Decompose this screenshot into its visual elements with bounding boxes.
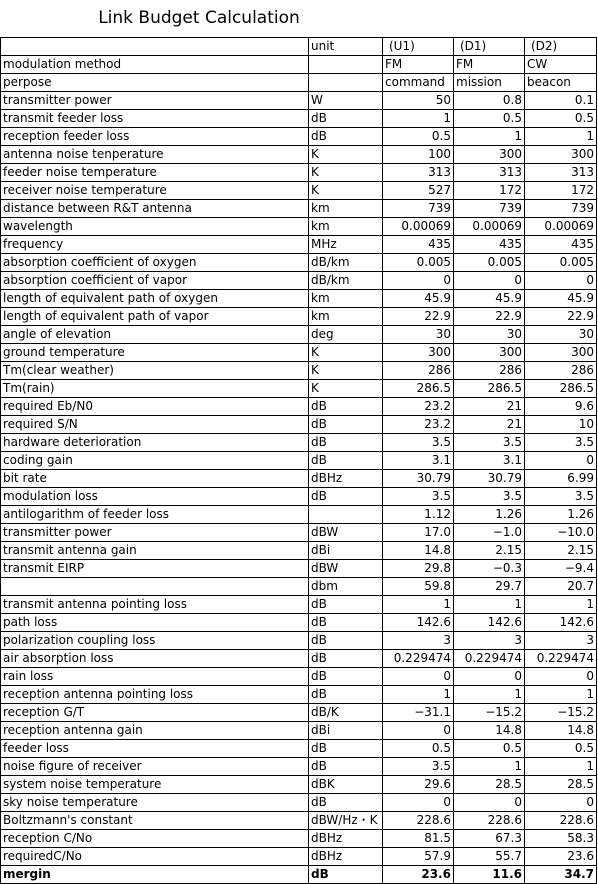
table-row (1, 470, 597, 488)
row-value-cell[interactable]: 313 (383, 164, 454, 182)
row-value-cell[interactable]: FM (383, 56, 454, 74)
row-value-cell[interactable]: 14.8 (525, 722, 597, 740)
row-value-cell[interactable]: 9.6 (525, 398, 597, 416)
row-label-cell[interactable]: requiredC/No (1, 848, 309, 866)
row-value-cell[interactable]: 0.229474 (383, 650, 454, 668)
row-value-cell[interactable]: 1 (454, 128, 525, 146)
row-unit-cell[interactable]: dB (309, 452, 383, 470)
row-unit-cell[interactable]: MHz (309, 236, 383, 254)
row-value-cell[interactable]: 23.6 (525, 848, 597, 866)
table-row (1, 254, 597, 272)
row-value-cell[interactable]: CW (525, 56, 597, 74)
row-value-cell[interactable]: 1 (525, 596, 597, 614)
row-label-cell[interactable]: sky noise temperature (1, 794, 309, 812)
row-label-cell[interactable]: Boltzmann's constant (1, 812, 309, 830)
table-row (1, 632, 597, 650)
sheet-title-cell[interactable] (0, 0, 598, 36)
table-row (1, 542, 597, 560)
table-row (1, 344, 597, 362)
row-unit-cell[interactable]: K (309, 380, 383, 398)
row-value-cell[interactable]: −1.0 (454, 524, 525, 542)
row-value-cell[interactable]: 286 (383, 362, 454, 380)
row-unit-cell[interactable]: K (309, 164, 383, 182)
row-value-cell[interactable]: 58.3 (525, 830, 597, 848)
table-row (1, 596, 597, 614)
row-value-cell[interactable]: 0.5 (383, 740, 454, 758)
row-value-cell[interactable]: 1 (383, 686, 454, 704)
table-row (1, 434, 597, 452)
row-label-cell[interactable]: Tm(clear weather) (1, 362, 309, 380)
row-value-cell[interactable]: 300 (383, 344, 454, 362)
row-unit-cell[interactable] (309, 506, 383, 524)
row-unit-cell[interactable]: W (309, 92, 383, 110)
row-value-cell[interactable]: 0 (525, 452, 597, 470)
row-unit-cell[interactable]: dbm (309, 578, 383, 596)
row-value-cell[interactable]: 0.229474 (525, 650, 597, 668)
row-value-cell[interactable]: 22.9 (383, 308, 454, 326)
row-label-cell[interactable]: modulation method (1, 56, 309, 74)
row-value-cell[interactable]: 739 (454, 200, 525, 218)
row-unit-cell[interactable]: dBW (309, 524, 383, 542)
table-row (1, 182, 597, 200)
row-value-cell[interactable]: 0 (454, 668, 525, 686)
row-value-cell[interactable]: 30 (525, 326, 597, 344)
table-row (1, 290, 597, 308)
row-value-cell[interactable]: 0.005 (383, 254, 454, 272)
row-value-cell[interactable]: −31.1 (383, 704, 454, 722)
row-label-cell[interactable]: rain loss (1, 668, 309, 686)
row-label-cell[interactable]: receiver noise temperature (1, 182, 309, 200)
row-value-cell[interactable]: 3 (525, 632, 597, 650)
row-value-cell[interactable]: 1 (454, 686, 525, 704)
row-unit-cell[interactable]: dB (309, 398, 383, 416)
table-row (1, 362, 597, 380)
row-label-cell[interactable]: Tm(rain) (1, 380, 309, 398)
row-value-cell[interactable]: 0 (383, 668, 454, 686)
row-value-cell[interactable]: 11.6 (454, 866, 525, 884)
row-unit-cell[interactable]: dB (309, 614, 383, 632)
row-value-cell[interactable]: 45.9 (383, 290, 454, 308)
table-row (1, 110, 597, 128)
row-unit-cell[interactable]: dB (309, 128, 383, 146)
row-value-cell[interactable]: 739 (383, 200, 454, 218)
row-value-cell[interactable]: 1.26 (525, 506, 597, 524)
row-value-cell[interactable]: 55.7 (454, 848, 525, 866)
row-value-cell[interactable]: 3 (454, 632, 525, 650)
row-label-cell[interactable]: transmitter power (1, 92, 309, 110)
row-unit-cell[interactable]: deg (309, 326, 383, 344)
row-label-cell[interactable]: required S/N (1, 416, 309, 434)
table-row (1, 830, 597, 848)
row-label-cell[interactable]: reception C/No (1, 830, 309, 848)
row-unit-cell[interactable]: dB (309, 686, 383, 704)
row-unit-cell[interactable]: dB/K (309, 704, 383, 722)
row-value-cell[interactable]: 22.9 (525, 308, 597, 326)
row-label-cell[interactable]: length of equivalent path of vapor (1, 308, 309, 326)
table-row (1, 200, 597, 218)
row-unit-cell[interactable]: dB (309, 650, 383, 668)
table-row (1, 776, 597, 794)
table-row (1, 794, 597, 812)
row-value-cell[interactable]: 0.005 (454, 254, 525, 272)
row-label-cell[interactable]: transmit antenna gain (1, 542, 309, 560)
table-row (1, 506, 597, 524)
row-value-cell[interactable]: 435 (454, 236, 525, 254)
row-value-cell[interactable]: 14.8 (454, 722, 525, 740)
table-row (1, 146, 597, 164)
table-row (1, 704, 597, 722)
header-label-cell[interactable] (1, 38, 309, 56)
header-unit-cell[interactable]: unit (309, 38, 383, 56)
row-value-cell[interactable]: 1.12 (383, 506, 454, 524)
row-label-cell[interactable]: antilogarithm of feeder loss (1, 506, 309, 524)
row-unit-cell[interactable]: dBHz (309, 830, 383, 848)
table-row (1, 668, 597, 686)
row-value-cell[interactable]: 286 (525, 362, 597, 380)
row-value-cell[interactable]: −0.3 (454, 560, 525, 578)
header-col-d2[interactable]: (D2) (525, 38, 597, 56)
row-label-cell[interactable] (1, 578, 309, 596)
row-unit-cell[interactable]: km (309, 308, 383, 326)
row-value-cell[interactable]: 3.1 (454, 452, 525, 470)
row-value-cell[interactable]: 0 (454, 272, 525, 290)
row-value-cell[interactable]: 527 (383, 182, 454, 200)
row-unit-cell[interactable]: dB (309, 488, 383, 506)
row-value-cell[interactable]: 228.6 (454, 812, 525, 830)
table-row (1, 866, 597, 884)
row-value-cell[interactable]: 1 (525, 128, 597, 146)
row-value-cell[interactable]: command (383, 74, 454, 92)
row-value-cell[interactable]: 142.6 (454, 614, 525, 632)
row-value-cell[interactable]: 0.1 (525, 92, 597, 110)
table-row (1, 164, 597, 182)
row-unit-cell[interactable]: K (309, 146, 383, 164)
row-unit-cell[interactable]: km (309, 200, 383, 218)
row-value-cell[interactable]: 300 (525, 344, 597, 362)
row-value-cell[interactable]: 0.229474 (454, 650, 525, 668)
row-label-cell[interactable]: noise figure of receiver (1, 758, 309, 776)
table-row (1, 380, 597, 398)
row-value-cell[interactable]: 3.1 (383, 452, 454, 470)
row-value-cell[interactable]: 30.79 (383, 470, 454, 488)
row-label-cell[interactable]: distance between R&T antenna (1, 200, 309, 218)
row-value-cell[interactable]: 28.5 (454, 776, 525, 794)
row-value-cell[interactable]: 313 (525, 164, 597, 182)
row-value-cell[interactable]: 6.99 (525, 470, 597, 488)
sheet-title: Link Budget Calculation (98, 8, 300, 28)
link-budget-table (0, 37, 597, 884)
row-value-cell[interactable]: 28.5 (525, 776, 597, 794)
row-unit-cell[interactable]: dB/km (309, 254, 383, 272)
row-unit-cell[interactable]: dBW (309, 560, 383, 578)
table-row (1, 614, 597, 632)
row-value-cell[interactable]: 57.9 (383, 848, 454, 866)
row-value-cell[interactable]: beacon (525, 74, 597, 92)
table-row (1, 812, 597, 830)
table-row (1, 326, 597, 344)
row-value-cell[interactable]: 67.3 (454, 830, 525, 848)
row-label-cell[interactable]: transmitter power (1, 524, 309, 542)
table-row (1, 686, 597, 704)
row-value-cell[interactable]: 0.00069 (454, 218, 525, 236)
table-row (1, 218, 597, 236)
row-value-cell[interactable]: 3.5 (525, 488, 597, 506)
row-unit-cell[interactable]: dB (309, 434, 383, 452)
table-row (1, 236, 597, 254)
table-row (1, 722, 597, 740)
row-value-cell[interactable]: 3.5 (454, 434, 525, 452)
row-label-cell[interactable]: length of equivalent path of oxygen (1, 290, 309, 308)
table-row (1, 74, 597, 92)
row-unit-cell[interactable]: km (309, 218, 383, 236)
row-unit-cell[interactable]: dB (309, 758, 383, 776)
row-value-cell[interactable]: 30 (454, 326, 525, 344)
row-value-cell[interactable]: 228.6 (525, 812, 597, 830)
row-label-cell[interactable]: path loss (1, 614, 309, 632)
row-value-cell[interactable]: 0.00069 (383, 218, 454, 236)
row-value-cell[interactable]: 10 (525, 416, 597, 434)
row-value-cell[interactable]: 0.5 (454, 110, 525, 128)
header-col-u1[interactable]: (U1) (383, 38, 454, 56)
row-value-cell[interactable]: 23.6 (383, 866, 454, 884)
row-value-cell[interactable]: 172 (454, 182, 525, 200)
row-value-cell[interactable]: −9.4 (525, 560, 597, 578)
row-value-cell[interactable]: 30 (383, 326, 454, 344)
row-value-cell[interactable]: 0 (525, 668, 597, 686)
row-value-cell[interactable]: 286.5 (525, 380, 597, 398)
table-row (1, 452, 597, 470)
table-row (1, 398, 597, 416)
row-label-cell[interactable]: frequency (1, 236, 309, 254)
row-label-cell[interactable]: perpose (1, 74, 309, 92)
row-label-cell[interactable]: required Eb/N0 (1, 398, 309, 416)
row-value-cell[interactable]: 3.5 (383, 758, 454, 776)
row-value-cell[interactable]: 300 (525, 146, 597, 164)
row-label-cell[interactable]: absorption coefficient of vapor (1, 272, 309, 290)
row-value-cell[interactable]: 3.5 (454, 488, 525, 506)
row-label-cell[interactable]: air absorption loss (1, 650, 309, 668)
row-value-cell[interactable]: 2.15 (525, 542, 597, 560)
row-value-cell[interactable]: 30.79 (454, 470, 525, 488)
row-value-cell[interactable]: 59.8 (383, 578, 454, 596)
row-value-cell[interactable]: 3.5 (383, 488, 454, 506)
row-value-cell[interactable]: 0 (383, 794, 454, 812)
row-value-cell[interactable]: 0 (383, 722, 454, 740)
row-value-cell[interactable]: 0.8 (454, 92, 525, 110)
row-unit-cell[interactable]: dB (309, 110, 383, 128)
row-unit-cell[interactable]: dB/km (309, 272, 383, 290)
row-value-cell[interactable]: 0.5 (525, 110, 597, 128)
row-value-cell[interactable]: 20.7 (525, 578, 597, 596)
row-value-cell[interactable]: 100 (383, 146, 454, 164)
row-unit-cell[interactable]: km (309, 290, 383, 308)
row-value-cell[interactable]: 300 (454, 146, 525, 164)
row-label-cell[interactable]: angle of elevation (1, 326, 309, 344)
row-value-cell[interactable]: 21 (454, 398, 525, 416)
row-value-cell[interactable]: 0.00069 (525, 218, 597, 236)
table-row (1, 578, 597, 596)
row-label-cell[interactable]: absorption coefficient of oxygen (1, 254, 309, 272)
row-value-cell[interactable]: 0 (454, 794, 525, 812)
row-label-cell[interactable]: reception G/T (1, 704, 309, 722)
row-value-cell[interactable]: 29.7 (454, 578, 525, 596)
row-unit-cell[interactable]: dB (309, 632, 383, 650)
row-value-cell[interactable]: 435 (525, 236, 597, 254)
row-value-cell[interactable]: 1 (454, 758, 525, 776)
row-value-cell[interactable]: 21 (454, 416, 525, 434)
row-label-cell[interactable]: wavelength (1, 218, 309, 236)
row-label-cell[interactable]: bit rate (1, 470, 309, 488)
row-unit-cell[interactable]: dB (309, 596, 383, 614)
table-row (1, 56, 597, 74)
row-unit-cell[interactable]: K (309, 344, 383, 362)
row-value-cell[interactable]: 0 (383, 272, 454, 290)
row-value-cell[interactable]: −15.2 (454, 704, 525, 722)
row-value-cell[interactable]: 34.7 (525, 866, 597, 884)
row-value-cell[interactable]: FM (454, 56, 525, 74)
row-value-cell[interactable]: 286 (454, 362, 525, 380)
table-row (1, 488, 597, 506)
row-unit-cell[interactable]: dBK (309, 776, 383, 794)
row-value-cell[interactable]: mission (454, 74, 525, 92)
row-label-cell[interactable]: polarization coupling loss (1, 632, 309, 650)
row-value-cell[interactable]: 0.5 (383, 128, 454, 146)
row-value-cell[interactable]: 300 (454, 344, 525, 362)
row-label-cell[interactable]: coding gain (1, 452, 309, 470)
row-label-cell[interactable]: hardware deterioration (1, 434, 309, 452)
row-label-cell[interactable]: feeder noise temperature (1, 164, 309, 182)
row-value-cell[interactable]: 1 (383, 596, 454, 614)
row-value-cell[interactable]: 1.26 (454, 506, 525, 524)
row-value-cell[interactable]: 0 (525, 794, 597, 812)
table-row (1, 848, 597, 866)
table-row (1, 758, 597, 776)
row-value-cell[interactable]: 142.6 (383, 614, 454, 632)
table-row (1, 740, 597, 758)
table-row (1, 308, 597, 326)
row-value-cell[interactable]: 0 (525, 272, 597, 290)
row-value-cell[interactable]: 1 (525, 686, 597, 704)
row-label-cell[interactable]: mergin (1, 866, 309, 884)
row-value-cell[interactable]: 142.6 (525, 614, 597, 632)
table-row (1, 416, 597, 434)
table-row (1, 128, 597, 146)
row-unit-cell[interactable]: dB (309, 740, 383, 758)
row-label-cell[interactable]: transmit EIRP (1, 560, 309, 578)
row-value-cell[interactable]: 81.5 (383, 830, 454, 848)
row-label-cell[interactable]: antenna noise tenperature (1, 146, 309, 164)
row-value-cell[interactable]: 1 (525, 758, 597, 776)
row-value-cell[interactable]: 3.5 (383, 434, 454, 452)
row-value-cell[interactable]: 1 (454, 596, 525, 614)
row-unit-cell[interactable]: dB (309, 416, 383, 434)
row-value-cell[interactable]: 3.5 (525, 434, 597, 452)
row-label-cell[interactable]: modulation loss (1, 488, 309, 506)
row-label-cell[interactable]: transmit antenna pointing loss (1, 596, 309, 614)
row-label-cell[interactable]: system noise temperature (1, 776, 309, 794)
row-value-cell[interactable]: 0.5 (454, 740, 525, 758)
table-row (1, 560, 597, 578)
table-row (1, 524, 597, 542)
row-label-cell[interactable]: ground temperature (1, 344, 309, 362)
row-value-cell[interactable]: −10.0 (525, 524, 597, 542)
row-value-cell[interactable]: 22.9 (454, 308, 525, 326)
row-value-cell[interactable]: 0.005 (525, 254, 597, 272)
row-unit-cell[interactable] (309, 74, 383, 92)
row-unit-cell[interactable]: dBi (309, 542, 383, 560)
row-unit-cell[interactable]: K (309, 182, 383, 200)
row-value-cell[interactable]: −15.2 (525, 704, 597, 722)
row-label-cell[interactable]: feeder loss (1, 740, 309, 758)
row-value-cell[interactable]: 286.5 (454, 380, 525, 398)
row-label-cell[interactable]: reception antenna pointing loss (1, 686, 309, 704)
row-value-cell[interactable]: 739 (525, 200, 597, 218)
row-unit-cell[interactable]: dBHz (309, 848, 383, 866)
row-unit-cell[interactable] (309, 56, 383, 74)
row-value-cell[interactable]: 2.15 (454, 542, 525, 560)
row-value-cell[interactable]: 1 (383, 110, 454, 128)
row-value-cell[interactable]: 50 (383, 92, 454, 110)
row-unit-cell[interactable]: dB (309, 794, 383, 812)
row-value-cell[interactable]: 45.9 (525, 290, 597, 308)
table-row (1, 272, 597, 290)
row-value-cell[interactable]: 228.6 (383, 812, 454, 830)
table-row (1, 650, 597, 668)
row-unit-cell[interactable]: dBW/Hz・K (309, 812, 383, 830)
row-unit-cell[interactable]: dBHz (309, 470, 383, 488)
row-value-cell[interactable]: 172 (525, 182, 597, 200)
table-row (1, 92, 597, 110)
row-value-cell[interactable]: 29.8 (383, 560, 454, 578)
row-value-cell[interactable]: 3 (383, 632, 454, 650)
header-col-d1[interactable]: (D1) (454, 38, 525, 56)
row-unit-cell[interactable]: dB (309, 668, 383, 686)
row-value-cell[interactable]: 313 (454, 164, 525, 182)
row-value-cell[interactable]: 286.5 (383, 380, 454, 398)
row-value-cell[interactable]: 17.0 (383, 524, 454, 542)
row-unit-cell[interactable]: K (309, 362, 383, 380)
row-unit-cell[interactable]: dBi (309, 722, 383, 740)
row-unit-cell[interactable]: dB (309, 866, 383, 884)
row-value-cell[interactable]: 435 (383, 236, 454, 254)
row-value-cell[interactable]: 29.6 (383, 776, 454, 794)
header-row (1, 38, 597, 56)
row-value-cell[interactable]: 14.8 (383, 542, 454, 560)
row-value-cell[interactable]: 0.5 (525, 740, 597, 758)
row-value-cell[interactable]: 45.9 (454, 290, 525, 308)
row-label-cell[interactable]: transmit feeder loss (1, 110, 309, 128)
row-label-cell[interactable]: reception feeder loss (1, 128, 309, 146)
row-value-cell[interactable]: 23.2 (383, 416, 454, 434)
row-label-cell[interactable]: reception antenna gain (1, 722, 309, 740)
row-value-cell[interactable]: 23.2 (383, 398, 454, 416)
